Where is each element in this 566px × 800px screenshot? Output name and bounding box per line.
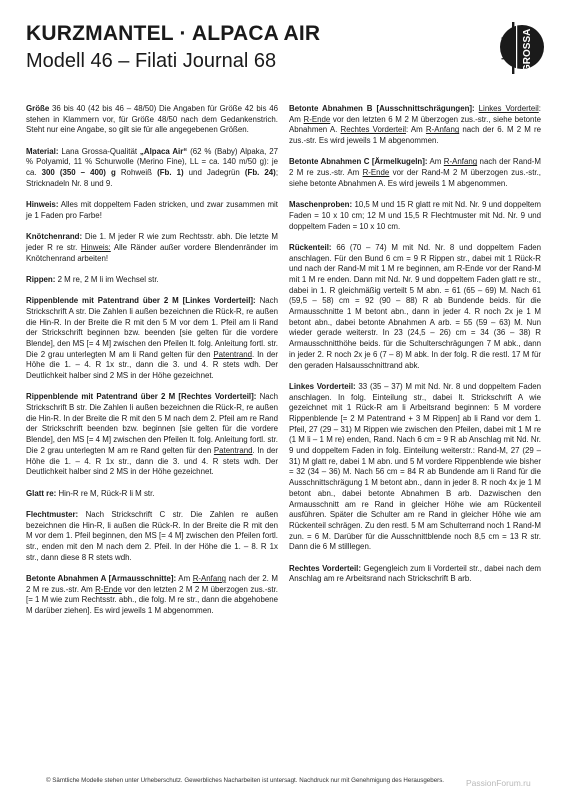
section-hinweis: Hinweis: Alles mit doppeltem Faden stricken, und zwar zusammen mit je 1 Faden pro Farbe! [26, 200, 278, 220]
label-material: Material: [26, 146, 59, 156]
label-knoetchenrand: Knötchenrand: [26, 232, 83, 242]
section-material: Material: Lana Grossa-Qualität „Alpaca Air“ (62 % (Baby) Alpaka, 27 % Polyamid, 11 % Schurwolle (Merino Fine), LL = ca. 140 m/50 g): je ca. 300 (350 – 400) g Rohweiß (Fb. 1) und Jadegrün (Fb. 24); Stricknadeln Nr. 8 und 9. [26, 146, 279, 188]
lana-grossa-logo [490, 16, 546, 78]
label-glatt-re: Glatt re: [26, 488, 57, 498]
label-rueckenteil: Rückenteil: [289, 242, 332, 252]
section-rippen: Rippen: 2 M re, 2 M li im Wechsel str. [26, 274, 159, 284]
section-flechtmuster: Flechtmuster: Nach Strickschrift C str. Die Zahlen re außen bezeichnen die Hin-R, li außen die Rück-R. In der Breite die R mit den M vor dem 1. Pfeil beginnen, den MS [= 4 M] zwischen den Pfeilen fortl. str., enden mit den M nach dem 2. Pfeil. In der Höhe die 1. – 8. R 1x str., dann diese 8 R stets wdh. [26, 509, 278, 562]
section-groesse: Größe 36 bis 40 (42 bis 46 – 48/50) Die Angaben für Größe 42 bis 46 stehen in Klammern vor, für Größe 48/50 nach dem Gedankenstrich. Steht nur eine Angabe, so gilt sie für alle angegebenen Größen. [26, 104, 278, 135]
section-maschenproben: Maschenproben: 10,5 M und 15 R glatt re mit Nd. Nr. 9 und doppeltem Faden = 10 x 10 cm; 12 M und 15,5 R Flechtmuster mit Nd. Nr. 9 und doppeltem Faden = 10 x 10 cm. [289, 200, 541, 231]
label-groesse: Größe [26, 104, 50, 113]
section-linkes-vorderteil: Linkes Vorderteil: 33 (35 – 37) M mit Nd. Nr. 8 und doppeltem Faden anschlagen. In folg. Einteilung str., dabei lt. Strickschrift A wie gezeichnet mit 1 Rück-R am li Arbeitsrand beginnen: 5 M vordere Rippenblende [= 2 M Patentrand + 3 M Rippen] ab li Rand vor dem 1. Pfeil, 27 (29 – 31) M Rippen wie zwischen den Pfeilen, dabei mit 1 M re (1 M li – 1 M re) enden, Rand. Nach 6 cm = 9 R ab Anschlag mit Nd. Nr. 9 und doppeltem Faden in folg. Einteilung weiterstr.: Rand-M, 27 (29 – 31) M glatt re, dabei 1 M abn. und 5 M vordere Rippenblende wie bisher = 32 (34 – 36) M. Nach 56 cm = 84 R ab Bundende am li Rand für die Ausschnittschrägung 1 M betont abn., dann in jeder 8. R noch 4x je 1 M betont abn., dabei betonte Abnahmen B arb. Dazwischen den Armausschnitt am re Rand in gleicher Höhe wie am Rückenteil ausführen. Später die Schulter am re Rand in gleicher Höhe wie am Rückenteil schrägen. Zu den restl. 5 M am Schulterrand noch 1 Rand-M zun. = 6 M. Darüber für die Ausschnittblende noch 8,5 cm = 13 R str. Dann die 6 M stilllegen. [289, 381, 541, 552]
section-rueckenteil: Rückenteil: 66 (70 – 74) M mit Nd. Nr. 8 und doppeltem Faden anschlagen. Für den Bund 6 cm = 9 R Rippen str., dabei mit 1 Rück-R und nach der Rand-M mit 1 M re beginnen, am R-Ende vor der Rand-M mit 1 M re enden. Dann mit Nd. Nr. 9 und doppeltem Faden glatt re str., dabei in 1. R gleichmäßig verteilt 5 M abn. = 61 (65 – 69) M. Nach 61 (59,5 – 58) cm = 92 (90 – 88) R ab Bundende beids. für die Armausschnitte 1 M betont abn., dann in jeder 4. R noch 2x je 1 M betont abn., dabei betonte Abnahmen A arb. = 55 (59 – 63) M. Nun wieder gerade weiterstr. In 23 (24,5 – 26) cm = 34 (36 – 38) R Armausschnitthöhe beids. für die Schulterschrägungen 7 M abk., dann in jeder 2. R noch 2x je 6 (7 – 8) M abk. In der folg. R die restl. 17 M für den geraden Halsausschnittrand abk. [289, 242, 541, 370]
section-rechtes-vorderteil: Rechtes Vorderteil: Gegengleich zum li Vorderteil str., dabei nach dem Anschlag am re Arbeitsrand nach Strickschrift B arb. [289, 563, 541, 584]
copyright-notice: © Sämtliche Modelle stehen unter Urheberschutz. Gewerbliches Nacharbeiten ist untersagt. Nachdruck nur mit Genehmigung des Herausgebers. [46, 777, 445, 784]
section-knoetchenrand: Knötchenrand: Die 1. M jeder R wie zum Rechtsstr. abh. Die letzte M jeder R re str. Hinweis: Alle Ränder außer vordere Blendenränder im Knötchenrand arbeiten! [26, 232, 278, 263]
section-glatt-re: Glatt re: Hin-R re M, Rück-R li M str. [26, 488, 155, 498]
label-abnahmen-c: Betonte Abnahmen C [Ärmelkugeln]: [289, 157, 428, 167]
watermark: PassionForum.ru [466, 778, 531, 788]
label-maschenproben: Maschenproben: [289, 200, 353, 210]
label-abnahmen-a: Betonte Abnahmen A [Armausschnitte]: [26, 573, 177, 583]
page-subtitle: Modell 46 – Filati Journal 68 [26, 50, 277, 72]
right-column [289, 104, 541, 596]
label-linkes-vorderteil: Linkes Vorderteil: [289, 381, 356, 391]
label-flechtmuster: Flechtmuster: [26, 509, 79, 519]
section-rippenblende-links: Rippenblende mit Patentrand über 2 M [Linkes Vorderteil]: Nach Strickschrift A str. Die Zahlen li außen bezeichnen die Rück-R, re außen die Hin-R. In der Breite die R mit den 5 M vor dem 1. Pfeil am li Rand der Strickschrift beginnen bzw. beenden [sie gelten für die vordere Blende], den MS [= 4 M] zwischen den Pfeilen lt. folg. Anleitung fortl. str. Die 2 grau unterlegten M am li Rand gelten für den Patentrand. In der Höhe die 1. – 4. R 1x str., dann die 3. und 4. R stets wdh. Der Deutlichkeit halber sind 2 MS in der Höhe gezeichnet. [26, 296, 278, 381]
page-title: KURZMANTEL · ALPACA AIR [26, 22, 321, 45]
section-abnahmen-b: Betonte Abnahmen B [Ausschnittschrägungen]: Linkes Vorderteil: Am R-Ende vor den letzten 6 M 2 M überzogen zus.-str., siehe betonte Abnahmen A. Rechtes Vorderteil: Am R-Anfang nach der 6. M 2 M re zus.-str. Es wird jeweils 1 M abgenommen. [289, 104, 542, 146]
section-rippenblende-rechts: Rippenblende mit Patentrand über 2 M [Rechtes Vorderteil]: Nach Strickschrift B str. Die Zahlen li außen bezeichnen die Rück-R, re außen die Hin-R. In der Breite die R mit den 5 M nach dem 2. Pfeil am re Rand der Strickschrift beenden bzw. beginnen [sie gelten für die vordere Blende], den MS [= 4 M] zwischen den Pfeilen lt. folg. Anleitung fortl. str. Die 2 grau unterlegten M am re Rand gelten für den Patentrand. In der Höhe die 1. – 4. R 1x str., dann die 3. und 4. R stets wdh. Der Deutlichkeit halber sind 2 MS in der Höhe gezeichnet. [26, 392, 278, 477]
label-rippen: Rippen: [26, 274, 56, 284]
label-rippenblende-rechts: Rippenblende mit Patentrand über 2 M [Rechtes Vorderteil]: [26, 392, 257, 402]
label-rippenblende-links: Rippenblende mit Patentrand über 2 M [Linkes Vorderteil]: [26, 296, 256, 306]
section-abnahmen-a: Betonte Abnahmen A [Armausschnitte]: Am R-Anfang nach der 2. M 2 M re zus.-str. Am R-Ende vor den letzten 2 M 2 M überzogen zus.-str. [= 1 M wie zum Rechtsstr. abh., die folg. M re str., dann die abgehobene M darüber ziehen]. Es wird jeweils 1 M abgenommen. [26, 573, 278, 616]
left-column [26, 104, 278, 627]
label-abnahmen-b: Betonte Abnahmen B [Ausschnittschrägungen]: [289, 104, 475, 113]
logo-text-lana: LANA [500, 35, 510, 60]
logo-text-grossa: GROSSA [522, 28, 533, 72]
label-rechtes-vorderteil: Rechtes Vorderteil: [289, 563, 362, 573]
section-abnahmen-c: Betonte Abnahmen C [Ärmelkugeln]: Am R-Anfang nach der Rand-M 2 M re zus.-str. Am R-Ende vor der Rand-M 2 M überzogen zus.-str., siehe betonte Abnahmen A. Es wird jeweils 1 M abgenommen. [289, 157, 541, 188]
label-hinweis: Hinweis: [26, 200, 59, 210]
